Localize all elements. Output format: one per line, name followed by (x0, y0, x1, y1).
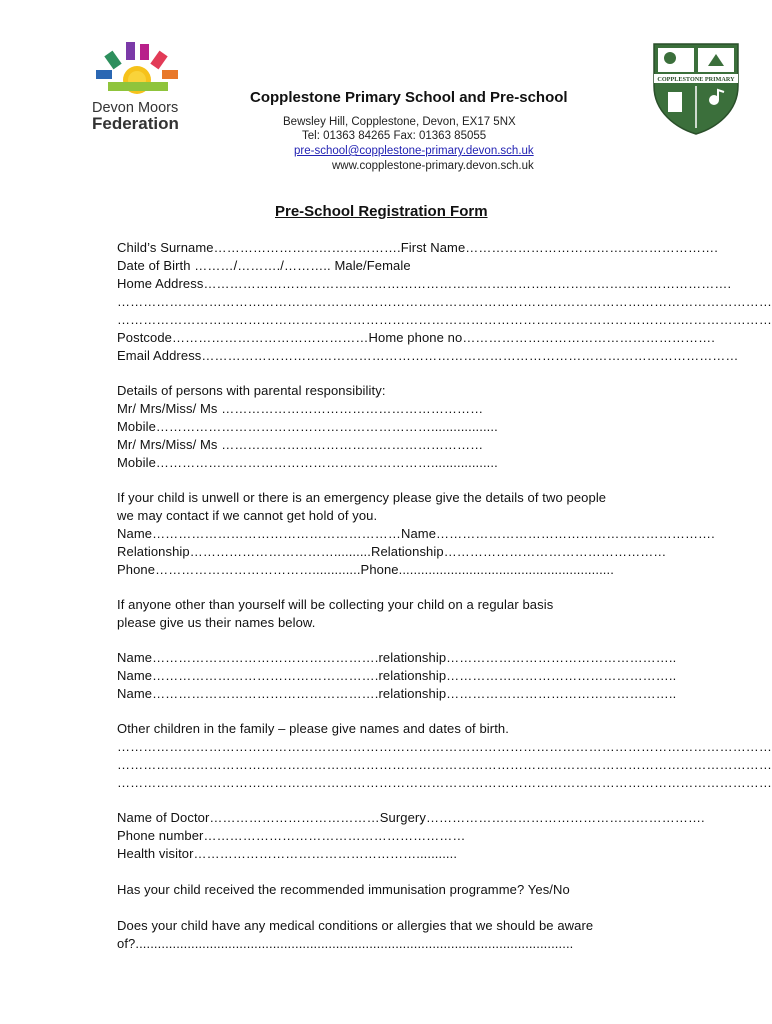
immunisation-question[interactable]: Has your child received the recommended immunisation programme? Yes/No (117, 882, 570, 897)
federation-line2: Federation (92, 114, 179, 133)
crest-label: COPPLESTONE PRIMARY (657, 76, 735, 83)
emergency-phone-fields[interactable]: Phone……………………………….............Phone.......................................................... (117, 562, 614, 577)
collectors-instructions-cont: please give us their names below. (117, 615, 316, 630)
parent1-name-field[interactable]: Mr/ Mrs/Miss/ Ms …………………………………………………… (117, 401, 484, 416)
collector3-field[interactable]: Name…………………………………………….relationship…………………………………………….. (117, 686, 677, 701)
school-website: www.copplestone-primary.devon.sch.uk (332, 160, 534, 172)
school-phone-fax: Tel: 01363 84265 Fax: 01363 85055 (302, 130, 487, 142)
health-visitor-field[interactable]: Health visitor……………………………………………........... (117, 846, 458, 861)
other-children-line2[interactable]: …………………………………………………………………………………………………………………………………… (117, 757, 772, 772)
email-address-field[interactable]: Email Address…………………………………………………………………………………………………………… (117, 348, 739, 363)
emergency-instructions: If your child is unwell or there is an emergency please give the details of two people (117, 490, 607, 505)
parent2-mobile-field[interactable]: Mobile……………………………………………………….................. (117, 455, 498, 470)
school-crest (650, 40, 742, 136)
parent2-name-field[interactable]: Mr/ Mrs/Miss/ Ms …………………………………………………… (117, 437, 484, 452)
home-address-line3[interactable]: …………………………………………………………………………………………………………………………………… (117, 312, 772, 327)
dob-gender-field[interactable]: Date of Birth ………/………./……….. Male/Female (117, 258, 411, 273)
collectors-instructions: If anyone other than yourself will be collecting your child on a regular basis (117, 597, 554, 612)
doctor-phone-field[interactable]: Phone number…………………………………………………… (117, 828, 466, 843)
medical-conditions-field[interactable]: of?...................................................................................................................... (117, 936, 574, 951)
child-surname-firstname-field[interactable]: Child’s Surname…………………………………….First Name…………………………………………………. (117, 240, 718, 255)
parental-responsibility-heading: Details of persons with parental responsibility: (117, 383, 386, 398)
form-title: Pre-School Registration Form (275, 203, 488, 220)
other-children-line3[interactable]: …………………………………………………………………………………………………………………………………… (117, 775, 772, 790)
emergency-relationship-fields[interactable]: Relationship……………………………..........Relationship…………………………………………… (117, 544, 667, 559)
federation-name (92, 100, 179, 132)
home-address-line2[interactable]: …………………………………………………………………………………………………………………………………… (117, 294, 772, 309)
school-email-link[interactable]: pre-school@copplestone-primary.devon.sch.uk (294, 145, 534, 157)
postcode-homephone-field[interactable]: Postcode………………………………………Home phone no…………………………………………………. (117, 330, 715, 345)
home-address-field[interactable]: Home Address…………………………………………………………………………………………………………. (117, 276, 732, 291)
school-address: Bewsley Hill, Copplestone, Devon, EX17 5NX (283, 116, 516, 128)
parent1-mobile-field[interactable]: Mobile……………………………………………………….................. (117, 419, 498, 434)
collector1-field[interactable]: Name…………………………………………….relationship…………………………………………….. (117, 650, 677, 665)
emergency-name-fields[interactable]: Name…………………………………………………Name………………………………………………………. (117, 526, 715, 541)
collector2-field[interactable]: Name…………………………………………….relationship…………………………………………….. (117, 668, 677, 683)
doctor-surgery-field[interactable]: Name of Doctor…………………………………Surgery………………………………………………………. (117, 810, 705, 825)
other-children-line1[interactable]: …………………………………………………………………………………………………………………………………… (117, 739, 772, 754)
emergency-instructions-cont: we may contact if we cannot get hold of you. (117, 508, 378, 523)
federation-line1: Devon Moors (92, 100, 179, 116)
other-children-heading: Other children in the family – please give names and dates of birth. (117, 721, 509, 736)
school-name: Copplestone Primary School and Pre-school (250, 89, 568, 106)
medical-conditions-question: Does your child have any medical conditions or allergies that we should be aware (117, 918, 594, 933)
